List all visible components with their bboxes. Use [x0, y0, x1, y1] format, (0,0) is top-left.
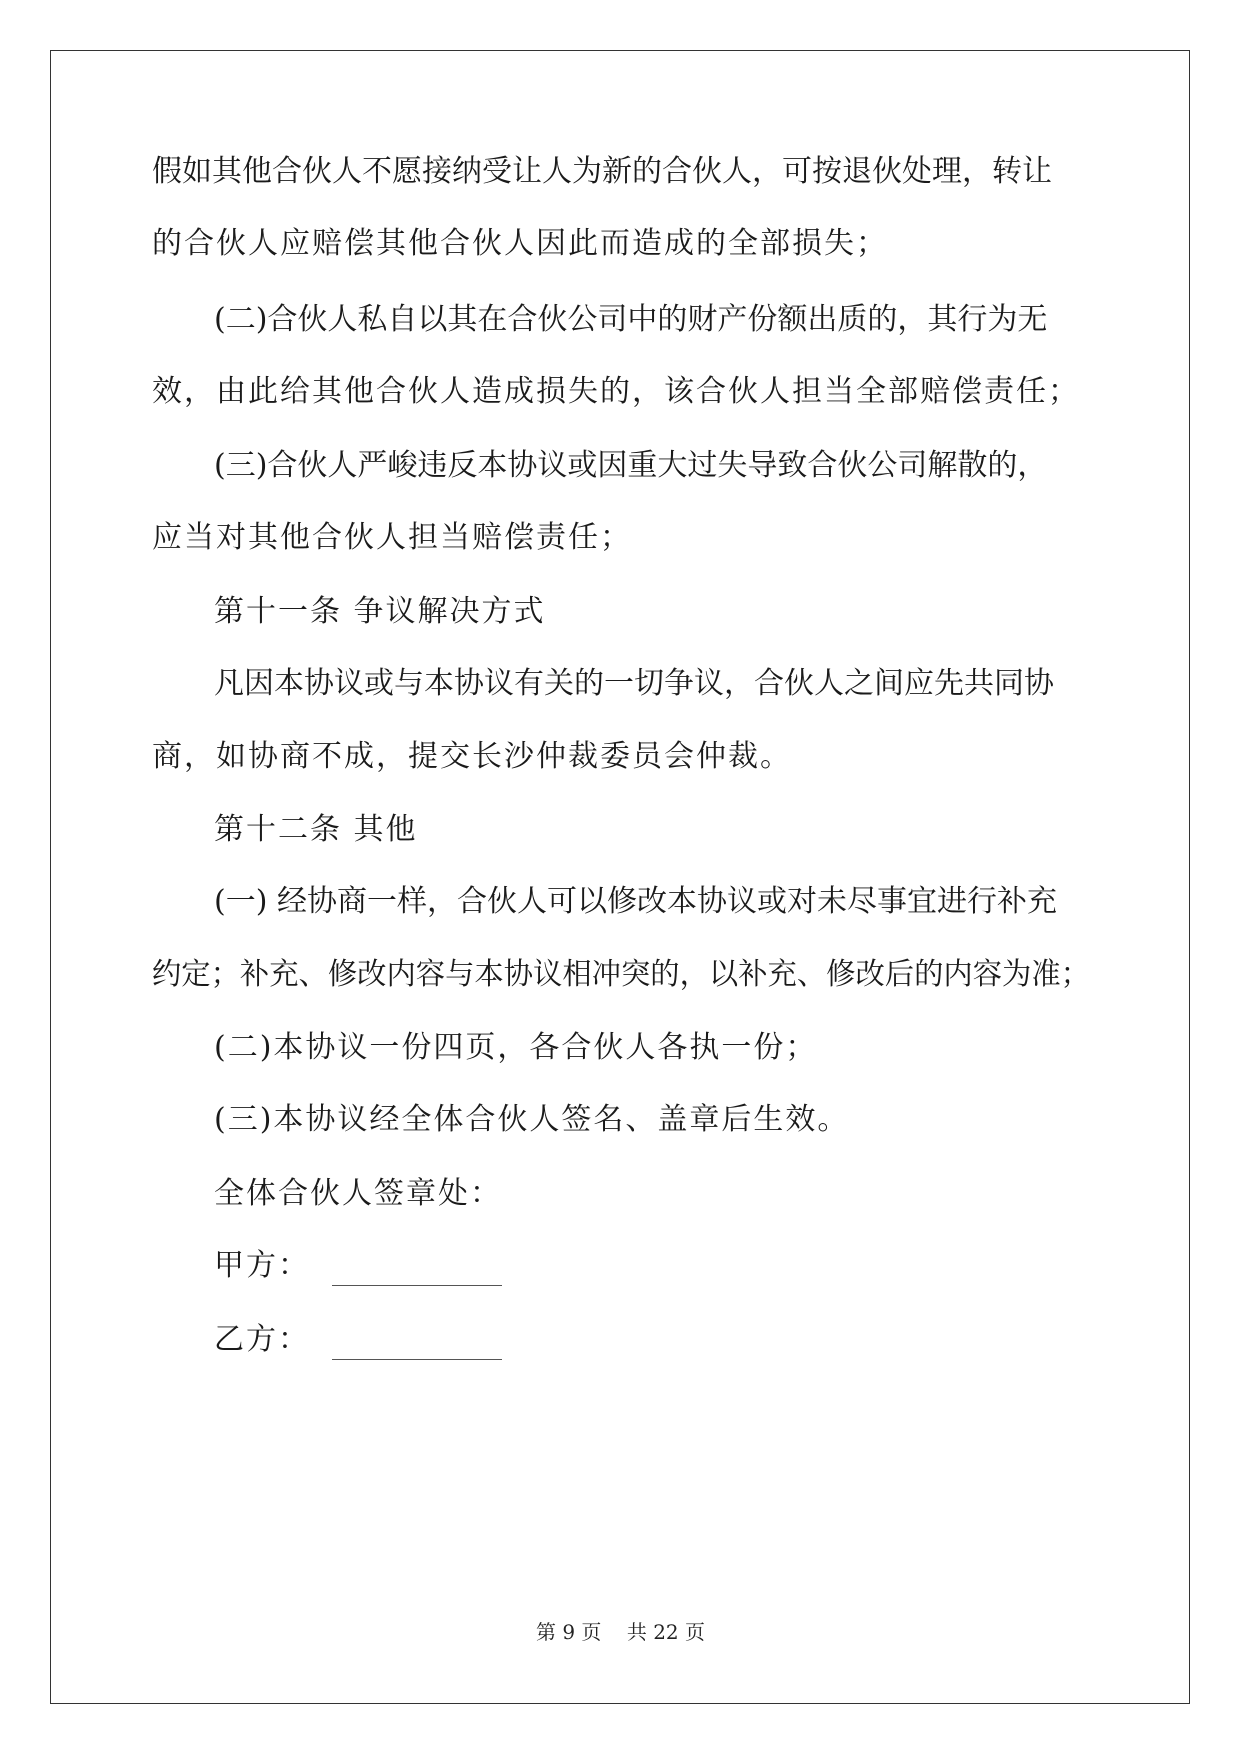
party-b-signature-line	[332, 1333, 502, 1360]
body-line-4: 效，由此给其他合伙人造成损失的，该合伙人担当全部赔偿责任；	[152, 374, 1080, 409]
body-line-6: 应当对其他合伙人担当赔偿责任；	[152, 520, 632, 555]
body-line-3: (二)合伙人私自以其在合伙公司中的财产份额出质的，其行为无	[214, 302, 1048, 337]
body-line-5: (三)合伙人严峻违反本协议或因重大过失导致合伙公司解散的，	[214, 448, 1048, 483]
party-a-label: 甲方：	[214, 1248, 310, 1283]
signature-section-label: 全体合伙人签章处：	[214, 1176, 502, 1211]
body-line-13: (二)本协议一份四页，各合伙人各执一份；	[214, 1030, 818, 1065]
article-11-heading: 第十一条 争议解决方式	[214, 594, 546, 629]
party-b-label: 乙方：	[214, 1322, 310, 1357]
page-footer	[0, 1620, 1241, 1644]
party-a-signature-line	[332, 1259, 502, 1286]
signature-party-b	[214, 1320, 502, 1360]
page-border	[50, 50, 1190, 1704]
signature-party-a	[214, 1246, 502, 1286]
body-line-8: 凡因本协议或与本协议有关的一切争议，合伙人之间应先共同协	[214, 666, 1054, 701]
body-line-9: 商，如协商不成，提交长沙仲裁委员会仲裁。	[152, 739, 792, 774]
article-12-heading: 第十二条 其他	[214, 812, 418, 847]
body-line-2: 的合伙人应赔偿其他合伙人因此而造成的全部损失；	[152, 226, 888, 261]
body-line-12: 约定；补充、修改内容与本协议相冲突的，以补充、修改后的内容为准；	[152, 957, 1090, 992]
body-line-1: 假如其他合伙人不愿接纳受让人为新的合伙人，可按退伙处理，转让	[152, 154, 1052, 189]
page-number: 第 9 页 共 22 页	[535, 1620, 706, 1644]
body-line-11: (一) 经协商一样，合伙人可以修改本协议或对未尽事宜进行补充	[214, 884, 1057, 919]
body-line-14: (三)本协议经全体合伙人签名、盖章后生效。	[214, 1102, 850, 1137]
